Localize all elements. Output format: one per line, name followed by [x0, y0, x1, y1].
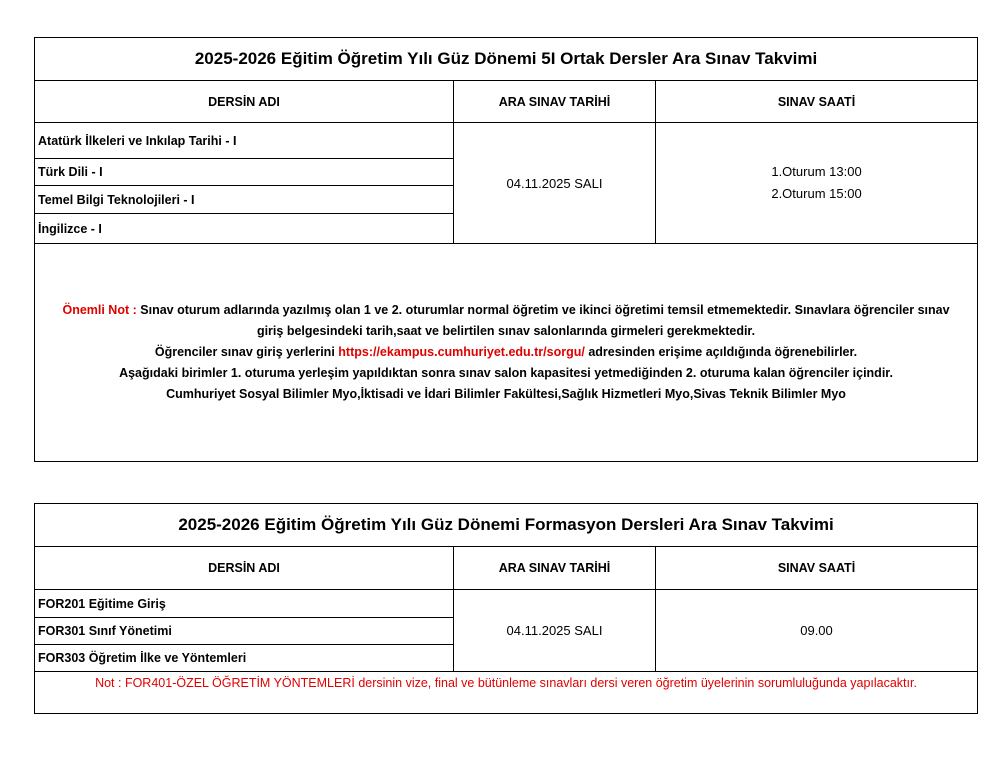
formation-note: Not : FOR401-ÖZEL ÖĞRETİM YÖNTEMLERİ dersinin vize, final ve bütünleme sınavları dersi veren öğretim üyelerinin sorumluluğunda yapılacaktır. [35, 672, 978, 714]
column-header-date: ARA SINAV TARİHİ [454, 81, 656, 123]
column-header-course: DERSİN ADI [35, 81, 454, 123]
course-name: Atatürk İlkeleri ve Inkılap Tarihi - I [35, 123, 454, 159]
exam-date: 04.11.2025 SALI [454, 590, 656, 672]
course-name: FOR301 Sınıf Yönetimi [35, 618, 454, 645]
column-header-course: DERSİN ADI [35, 547, 454, 590]
midterm-schedule-table-common [34, 37, 978, 462]
note-line-2-prefix: Öğrenciler sınav giriş yerlerini [154, 345, 339, 359]
exam-date: 04.11.2025 SALI [454, 123, 656, 244]
course-name: Türk Dili - I [35, 159, 454, 186]
column-header-date: ARA SINAV TARİHİ [454, 547, 656, 590]
note-line-2-suffix: adresinden erişime açıldığında öğrenebilirler. [584, 345, 858, 359]
note-line-4: Cumhuriyet Sosyal Bilimler Myo,İktisadi ve İdari Bilimler Fakültesi,Sağlık Hizmetleri Myo,Sivas Teknik Bilimler Myo [166, 387, 846, 401]
table-title: 2025-2026 Eğitim Öğretim Yılı Güz Dönemi Formasyon Dersleri Ara Sınav Takvimi [35, 504, 978, 547]
exam-location-link[interactable]: https://ekampus.cumhuriyet.edu.tr/sorgu/ [338, 345, 585, 359]
exam-sessions [656, 123, 978, 244]
session-2: 2.Oturum 15:00 [771, 186, 862, 201]
note-line-3: Aşağıdaki birimler 1. oturuma yerleşim yapıldıktan sonra sınav salon kapasitesi yetmediğinden 2. oturuma kalan öğrenciler içindir. [119, 366, 893, 380]
column-header-time: SINAV SAATİ [656, 81, 978, 123]
course-name: FOR201 Eğitime Giriş [35, 590, 454, 618]
course-name: FOR303 Öğretim İlke ve Yöntemleri [35, 645, 454, 672]
table-title: 2025-2026 Eğitim Öğretim Yılı Güz Dönemi 5I Ortak Dersler Ara Sınav Takvimi [35, 38, 978, 81]
note-line-1: Sınav oturum adlarında yazılmış olan 1 ve 2. oturumlar normal öğretim ve ikinci öğretimi temsil etmemektedir. Sınavlara öğrenciler sınav giriş belgesindeki tarih,saat ve belirtilen sınav salonlarında girmeleri gerekmektedir. [136, 303, 950, 338]
midterm-schedule-table-formation [34, 503, 978, 714]
session-1: 1.Oturum 13:00 [771, 164, 862, 179]
course-name: İngilizce - I [35, 214, 454, 244]
column-header-time: SINAV SAATİ [656, 547, 978, 590]
exam-time: 09.00 [656, 590, 978, 672]
course-name: Temel Bilgi Teknolojileri - I [35, 186, 454, 214]
note-label: Önemli Not : [62, 303, 137, 317]
important-note [35, 244, 978, 462]
